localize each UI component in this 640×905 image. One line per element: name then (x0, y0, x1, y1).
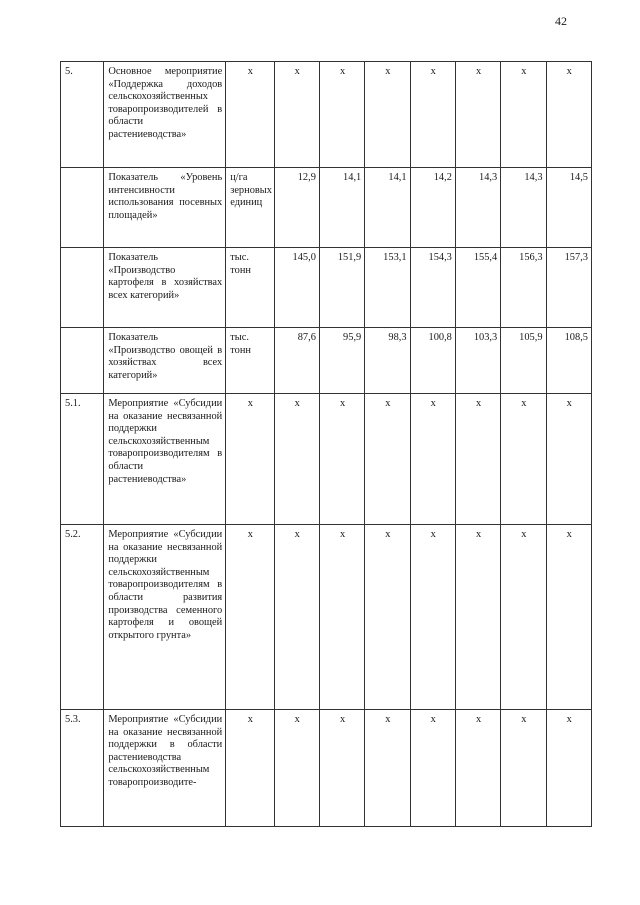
row-number (61, 248, 104, 328)
row-value: 100,8 (410, 328, 455, 394)
row-name: Основное мероприятие «Поддержка доходов сельскохозяйственных товаропроизводителей в области растениеводства» (104, 62, 226, 168)
row-value: х (455, 525, 500, 710)
row-value: х (365, 62, 410, 168)
row-value: 14,1 (319, 168, 364, 248)
row-value: 145,0 (274, 248, 319, 328)
row-unit: х (226, 525, 274, 710)
row-value: х (319, 62, 364, 168)
row-value: х (455, 394, 500, 525)
row-value: х (455, 710, 500, 827)
row-unit: тыс. тонн (226, 248, 274, 328)
table-row (61, 328, 592, 394)
row-value: х (274, 62, 319, 168)
row-number: 5.1. (61, 394, 104, 525)
row-value: х (365, 710, 410, 827)
row-value: 14,3 (455, 168, 500, 248)
row-number: 5.3. (61, 710, 104, 827)
row-name: Показатель «Уровень интенсивности использования посевных площадей» (104, 168, 226, 248)
row-value: 14,3 (501, 168, 546, 248)
row-number (61, 328, 104, 394)
row-unit: тыс. тонн (226, 328, 274, 394)
row-value: х (546, 62, 591, 168)
table-row (61, 62, 592, 168)
row-value: 105,9 (501, 328, 546, 394)
row-value: х (501, 394, 546, 525)
row-unit: х (226, 394, 274, 525)
row-value: х (501, 525, 546, 710)
row-value: х (501, 62, 546, 168)
row-number: 5. (61, 62, 104, 168)
table-row (61, 168, 592, 248)
row-value: 14,1 (365, 168, 410, 248)
row-value: 154,3 (410, 248, 455, 328)
row-value: 157,3 (546, 248, 591, 328)
row-value: х (546, 710, 591, 827)
row-name: Мероприятие «Субсидии на оказание несвязанной поддержки сельскохозяйственным товаропроизводителям в области растениеводства» (104, 394, 226, 525)
program-table (60, 61, 592, 827)
table-row (61, 525, 592, 710)
row-value: 153,1 (365, 248, 410, 328)
table-row (61, 710, 592, 827)
page-number: 42 (555, 14, 567, 28)
row-value: х (546, 394, 591, 525)
row-value: 103,3 (455, 328, 500, 394)
row-value: 108,5 (546, 328, 591, 394)
row-value: 12,9 (274, 168, 319, 248)
row-value: х (501, 710, 546, 827)
row-value: х (410, 710, 455, 827)
row-value: х (274, 525, 319, 710)
row-unit: х (226, 62, 274, 168)
row-unit: х (226, 710, 274, 827)
row-value: х (410, 394, 455, 525)
row-value: 14,2 (410, 168, 455, 248)
row-number: 5.2. (61, 525, 104, 710)
row-value: х (365, 394, 410, 525)
row-value: 155,4 (455, 248, 500, 328)
table-row (61, 394, 592, 525)
row-value: х (410, 62, 455, 168)
row-value: х (410, 525, 455, 710)
row-value: 156,3 (501, 248, 546, 328)
row-value: х (546, 525, 591, 710)
row-value: х (365, 525, 410, 710)
row-value: 151,9 (319, 248, 364, 328)
row-value: х (274, 394, 319, 525)
row-unit: ц/га зерновых единиц (226, 168, 274, 248)
row-value: х (319, 710, 364, 827)
row-value: х (274, 710, 319, 827)
row-value: 87,6 (274, 328, 319, 394)
row-value: х (319, 394, 364, 525)
row-value: 14,5 (546, 168, 591, 248)
row-name: Показатель «Производство овощей в хозяйствах всех категорий» (104, 328, 226, 394)
row-number (61, 168, 104, 248)
row-name: Показатель «Производство картофеля в хозяйствах всех категорий» (104, 248, 226, 328)
row-name: Мероприятие «Субсидии на оказание несвязанной поддержки сельскохозяйственным товаропроизводителям в области развития производства семенного картофеля и овощей открытого грунта» (104, 525, 226, 710)
row-value: 95,9 (319, 328, 364, 394)
row-value: х (455, 62, 500, 168)
row-name: Мероприятие «Субсидии на оказание несвязанной поддержки в области растениеводства сельскохозяйственным товаропроизводите- (104, 710, 226, 827)
table-row (61, 248, 592, 328)
row-value: х (319, 525, 364, 710)
row-value: 98,3 (365, 328, 410, 394)
